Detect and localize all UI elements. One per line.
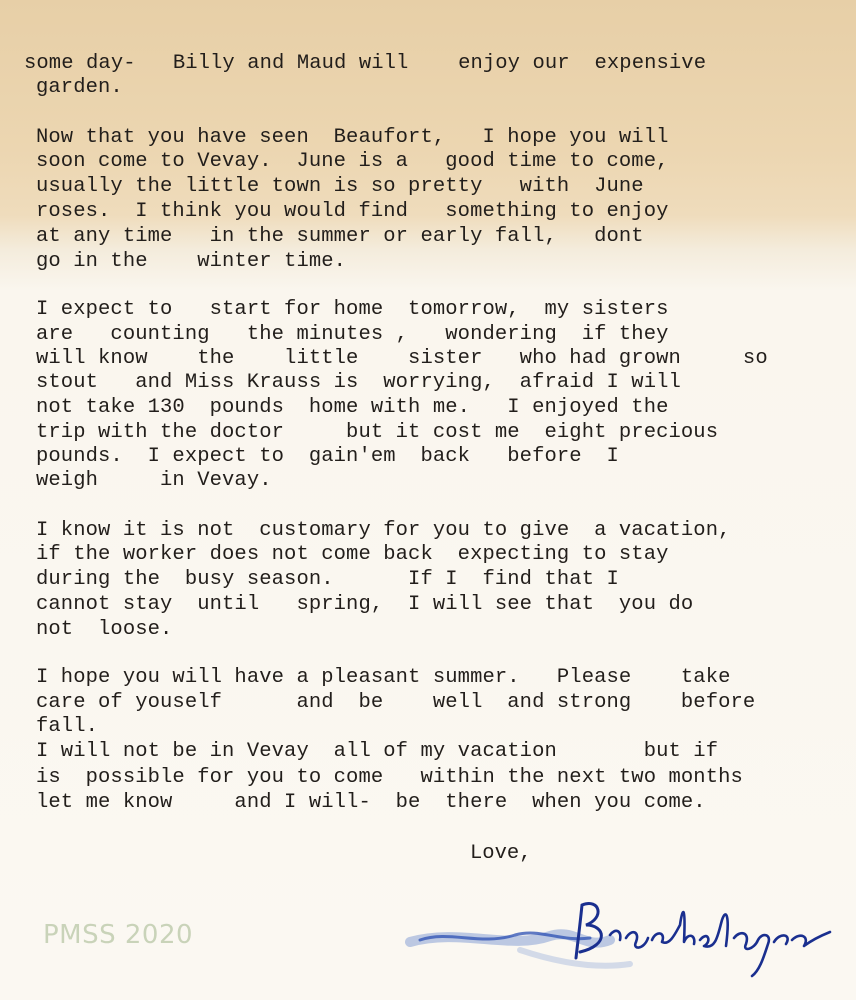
letter-line-27: let me know and I will- be there when you come. [36, 791, 706, 814]
letter-line-22: I hope you will have a pleasant summer. Please take [36, 666, 731, 689]
letter-line-18: if the worker does not come back expecting to stay [36, 543, 669, 566]
letter-line-8: go in the winter time. [36, 250, 347, 273]
letter-line-10: are counting the minutes , wondering if they [36, 323, 669, 346]
letter-line-11: will know the little sister who had grown so [36, 347, 768, 370]
letter-line-16: weigh in Vevay. [36, 469, 272, 492]
letter-line-13: not take 130 pounds home with me. I enjoyed the [36, 396, 669, 419]
letter-line-4: soon come to Vevay. June is a good time to come, [36, 150, 669, 173]
letter-line-12: stout and Miss Krauss is worrying, afraid I will [36, 371, 681, 394]
closing-text: Love, [470, 842, 532, 865]
letter-line-2: garden. [36, 76, 123, 99]
letter-line-20: cannot stay until spring, I will see that you do [36, 593, 694, 616]
watermark-text: PMSS 2020 [43, 920, 194, 950]
letter-line-6: roses. I think you would find something to enjoy [36, 200, 669, 223]
letter-line-14: trip with the doctor but it cost me eight precious [36, 421, 719, 444]
letter-line-26: is possible for you to come within the next two months [36, 766, 743, 789]
letter-line-7: at any time in the summer or early fall, dont [36, 225, 644, 248]
letter-line-24: fall. [36, 715, 99, 738]
letter-line-19: during the busy season. If I find that I [36, 568, 619, 591]
letter-line-15: pounds. I expect to gain'em back before I [36, 445, 619, 468]
letter-line-17: I know it is not customary for you to give a vacation, [36, 519, 731, 542]
letter-line-1: some day- Billy and Maud will enjoy our expensive [24, 52, 707, 75]
letter-line-25: I will not be in Vevay all of my vacation but if [36, 740, 719, 763]
letter-line-23: care of youself and be well and strong before [36, 691, 756, 714]
handwritten-signature [400, 880, 850, 980]
letter-line-3: Now that you have seen Beaufort, I hope you will [36, 126, 669, 149]
letter-line-5: usually the little town is so pretty with June [36, 175, 644, 198]
letter-line-9: I expect to start for home tomorrow, my sisters [36, 298, 669, 321]
letter-line-21: not loose. [36, 618, 173, 641]
